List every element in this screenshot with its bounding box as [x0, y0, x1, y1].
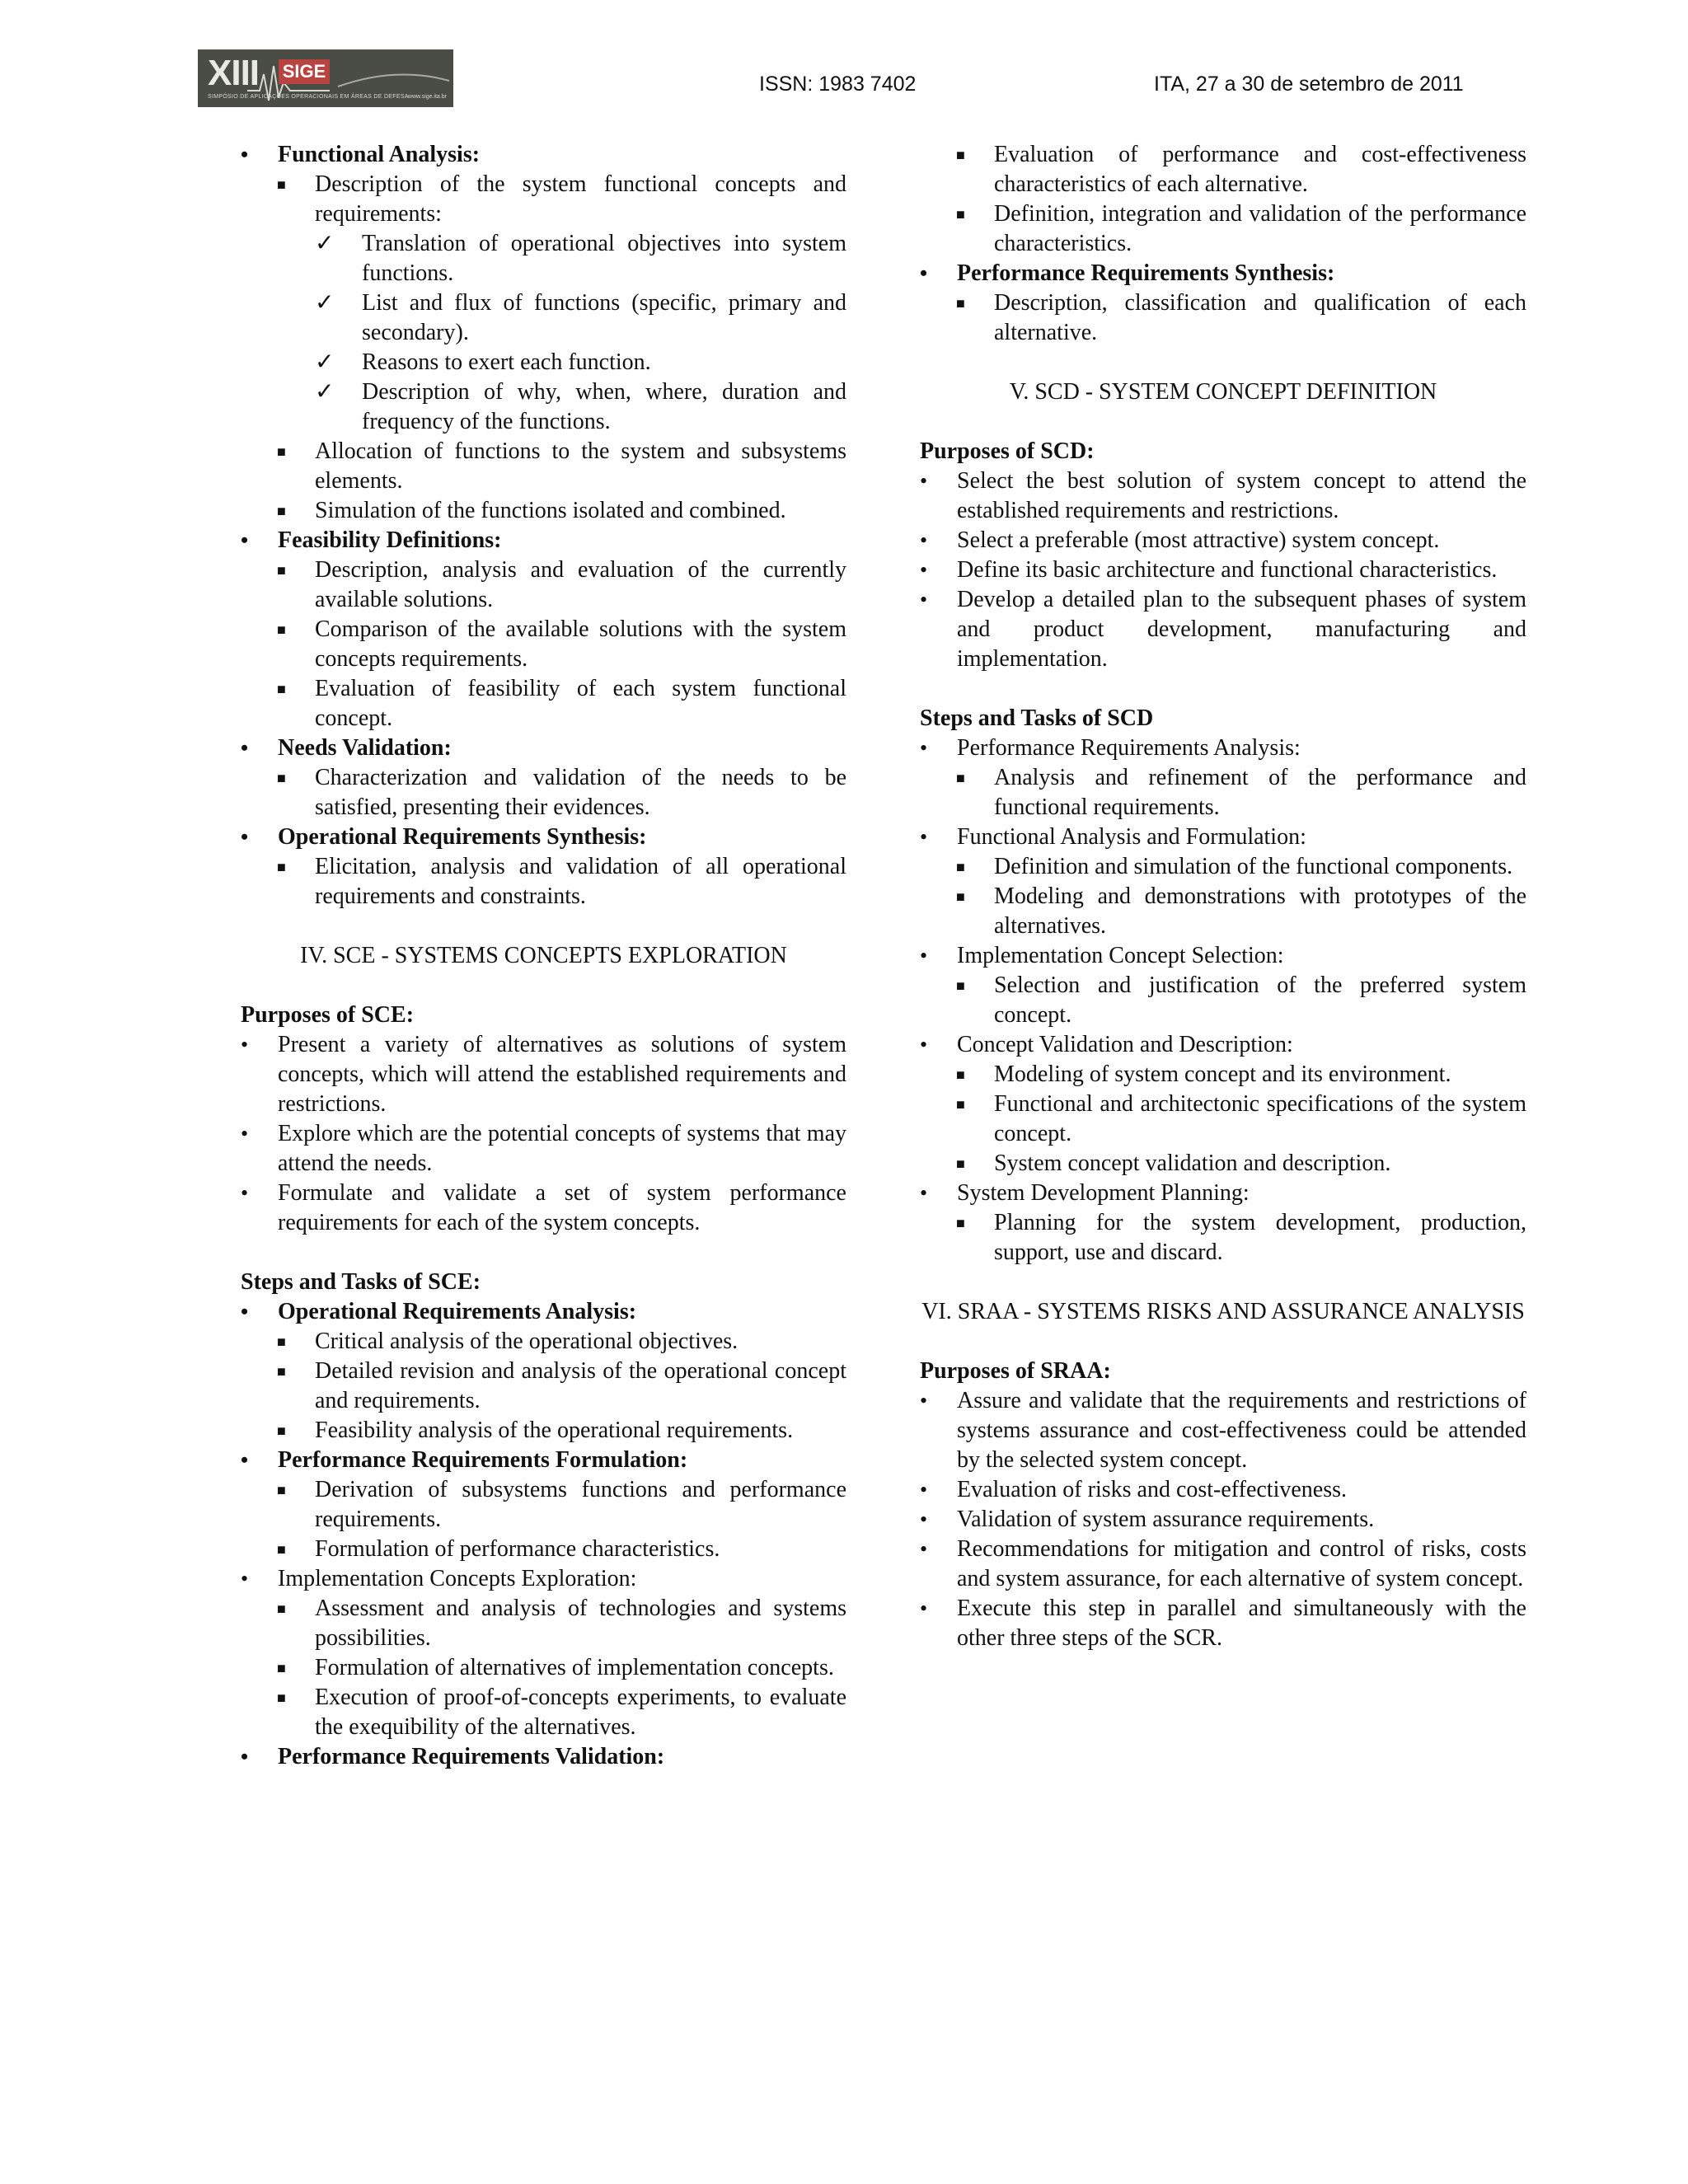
- bullet-item: [920, 1594, 1526, 1653]
- bullet-icon: •: [241, 736, 249, 760]
- bullet-item: [920, 585, 1526, 674]
- sub-bullet-item: [241, 1357, 846, 1416]
- square-bullet-icon: ■: [956, 859, 965, 875]
- sub-bullet-item: [241, 852, 846, 912]
- item-text: Elicitation, analysis and validation of all operational requirements and constraints.: [315, 854, 846, 909]
- paragraph-spacer: [920, 348, 1526, 377]
- section-title: IV. SCE - SYSTEMS CONCEPTS EXPLORATION: [300, 943, 787, 968]
- item-text: Implementation Concept Selection:: [957, 943, 1284, 968]
- paragraph-spacer: [241, 971, 846, 1001]
- check-item: [241, 348, 846, 377]
- logo-url: www.sige.ita.br: [407, 94, 447, 100]
- item-text: Derivation of subsystems functions and performance requirements.: [315, 1477, 846, 1532]
- item-text: Develop a detailed plan to the subsequent phases of system and product development, manufacturing and implementation.: [957, 587, 1526, 672]
- square-bullet-icon: ■: [956, 1215, 965, 1231]
- sub-bullet-item: [241, 1683, 846, 1742]
- sub-bullet-item: [920, 1090, 1526, 1149]
- bullet-item: [241, 1030, 846, 1119]
- subsection-heading: Steps and Tasks of SCE:: [241, 1269, 481, 1295]
- check-item: [241, 288, 846, 348]
- bullet-item: [920, 733, 1526, 763]
- subsection-heading: Purposes of SRAA:: [920, 1358, 1111, 1384]
- sub-bullet-item: [241, 615, 846, 674]
- bullet-icon: •: [241, 1033, 249, 1057]
- bullet-icon: •: [920, 261, 928, 285]
- bullet-item: [920, 1505, 1526, 1535]
- square-bullet-icon: ■: [277, 621, 286, 638]
- item-text: Formulation of alternatives of implementation concepts.: [315, 1655, 834, 1680]
- sige-logo: [198, 49, 453, 107]
- item-text: Description of why, when, where, duration and frequency of the functions.: [362, 379, 846, 434]
- item-text: Description, classification and qualification of each alternative.: [994, 290, 1526, 345]
- sub-bullet-item: [241, 674, 846, 733]
- page-header: [0, 0, 1688, 124]
- square-bullet-icon: ■: [277, 859, 286, 875]
- item-text: Select a preferable (most attractive) system concept.: [957, 527, 1440, 553]
- sub-bullet-item: [241, 1327, 846, 1357]
- logo-numeral: XIII: [208, 53, 260, 93]
- bullet-icon: •: [241, 825, 249, 849]
- bullet-item: [920, 1535, 1526, 1594]
- sub-bullet-item: [241, 1475, 846, 1535]
- sub-bullet-item: [920, 882, 1526, 941]
- square-bullet-icon: ■: [277, 681, 286, 697]
- item-text: Analysis and refinement of the performance and functional requirements.: [994, 765, 1526, 820]
- sub-bullet-item: [920, 763, 1526, 823]
- bullet-item: [920, 555, 1526, 585]
- item-text: Performance Requirements Synthesis:: [957, 260, 1335, 286]
- item-text: Operational Requirements Synthesis:: [278, 824, 647, 850]
- bullet-icon: •: [920, 469, 928, 493]
- item-text: Performance Requirements Formulation:: [278, 1447, 688, 1473]
- item-text: System Development Planning:: [957, 1180, 1250, 1206]
- item-text: Select the best solution of system concept to attend the established requirements and restrictions.: [957, 468, 1526, 523]
- sub-bullet-item: [920, 971, 1526, 1030]
- item-text: Concept Validation and Description:: [957, 1032, 1293, 1057]
- square-bullet-icon: ■: [277, 503, 286, 519]
- item-text: Description, analysis and evaluation of the currently available solutions.: [315, 557, 846, 612]
- bullet-icon: •: [920, 588, 928, 612]
- bullet-item: [920, 259, 1526, 288]
- bullet-icon: •: [241, 1567, 249, 1591]
- bullet-item: [241, 1297, 846, 1327]
- item-text: Performance Requirements Analysis:: [957, 735, 1301, 761]
- paragraph-spacer: [920, 407, 1526, 437]
- item-text: Allocation of functions to the system and subsystems elements.: [315, 438, 846, 494]
- item-text: Evaluation of risks and cost-effectiveness.: [957, 1477, 1348, 1502]
- checkmark-icon: ✓: [315, 379, 335, 405]
- bullet-item: [920, 1475, 1526, 1505]
- square-bullet-icon: ■: [277, 1422, 286, 1439]
- checkmark-icon: ✓: [315, 231, 335, 256]
- bullet-item: [241, 1119, 846, 1179]
- square-bullet-icon: ■: [956, 206, 965, 223]
- bullet-icon: •: [241, 528, 249, 552]
- square-bullet-icon: ■: [956, 770, 965, 786]
- bullet-icon: •: [920, 1596, 928, 1620]
- item-text: Translation of operational objectives into system functions.: [362, 231, 846, 286]
- subsection-heading: Purposes of SCE:: [241, 1002, 415, 1028]
- sub-bullet-item: [920, 1060, 1526, 1090]
- bullet-icon: •: [920, 1507, 928, 1531]
- bullet-icon: •: [920, 825, 928, 849]
- paragraph-spacer: [241, 912, 846, 941]
- bullet-item: [920, 823, 1526, 852]
- square-bullet-icon: ■: [956, 1066, 965, 1083]
- bullet-icon: •: [920, 1033, 928, 1057]
- item-text: Needs Validation:: [278, 735, 452, 761]
- sub-bullet-item: [241, 1535, 846, 1564]
- square-bullet-icon: ■: [277, 1363, 286, 1380]
- bullet-item: [920, 526, 1526, 555]
- square-bullet-icon: ■: [277, 1601, 286, 1617]
- check-item: [241, 229, 846, 288]
- item-text: Implementation Concepts Exploration:: [278, 1566, 637, 1591]
- bullet-icon: •: [920, 736, 928, 760]
- item-text: Definition, integration and validation of the performance characteristics.: [994, 201, 1526, 256]
- sub-bullet-item: [241, 170, 846, 229]
- bullet-item: [241, 733, 846, 763]
- item-text: Detailed revision and analysis of the operational concept and requirements.: [315, 1358, 846, 1413]
- item-text: Feasibility Definitions:: [278, 527, 502, 553]
- subsection-heading: Steps and Tasks of SCD: [920, 705, 1154, 731]
- bullet-icon: •: [920, 528, 928, 552]
- item-text: Functional and architectonic specifications of the system concept.: [994, 1091, 1526, 1146]
- item-text: System concept validation and description.: [994, 1151, 1391, 1176]
- bullet-icon: •: [241, 143, 249, 166]
- issn-label: ISSN: 1983 7402: [759, 73, 917, 96]
- item-text: Explore which are the potential concepts of systems that may attend the needs.: [278, 1121, 846, 1176]
- bullet-item: [241, 1446, 846, 1475]
- bullet-icon: •: [920, 944, 928, 968]
- bullet-item: [241, 526, 846, 555]
- bullet-icon: •: [241, 1181, 249, 1205]
- bullet-item: [920, 1030, 1526, 1060]
- item-text: Planning for the system development, production, support, use and discard.: [994, 1210, 1526, 1265]
- item-text: Selection and justification of the preferred system concept.: [994, 972, 1526, 1028]
- item-text: Performance Requirements Validation:: [278, 1744, 665, 1769]
- item-text: Present a variety of alternatives as solutions of system concepts, which will attend the established requirements and restrictions.: [278, 1032, 846, 1117]
- item-text: Critical analysis of the operational objectives.: [315, 1329, 738, 1354]
- bullet-icon: •: [241, 1122, 249, 1146]
- square-bullet-icon: ■: [956, 977, 965, 994]
- bullet-icon: •: [241, 1745, 249, 1769]
- item-text: List and flux of functions (specific, primary and secondary).: [362, 290, 846, 345]
- sub-bullet-item: [241, 1653, 846, 1683]
- item-text: Define its basic architecture and functional characteristics.: [957, 557, 1498, 583]
- item-text: Simulation of the functions isolated and combined.: [315, 498, 786, 523]
- bullet-item: [241, 823, 846, 852]
- item-text: Modeling and demonstrations with prototypes of the alternatives.: [994, 883, 1526, 939]
- item-text: Validation of system assurance requirements.: [957, 1507, 1375, 1532]
- item-text: Characterization and validation of the needs to be satisfied, presenting their evidences.: [315, 765, 846, 820]
- item-text: Assure and validate that the requirements and restrictions of systems assurance and cost-effectiveness could be attended by the selected system concept.: [957, 1388, 1526, 1473]
- check-item: [241, 377, 846, 437]
- square-bullet-icon: ■: [956, 147, 965, 163]
- item-text: Assessment and analysis of technologies and systems possibilities.: [315, 1596, 846, 1651]
- sub-bullet-item: [920, 288, 1526, 348]
- logo-badge: SIGE: [279, 59, 330, 84]
- item-text: Functional Analysis:: [278, 142, 481, 167]
- bullet-item: [920, 466, 1526, 526]
- item-text: Comparison of the available solutions with the system concepts requirements.: [315, 616, 846, 672]
- sub-bullet-item: [920, 140, 1526, 199]
- sub-bullet-item: [241, 437, 846, 496]
- item-text: Evaluation of performance and cost-effectiveness characteristics of each alternative.: [994, 142, 1526, 197]
- sub-bullet-item: [241, 1416, 846, 1446]
- square-bullet-icon: ■: [956, 888, 965, 905]
- section-title: VI. SRAA - SYSTEMS RISKS AND ASSURANCE ANALYSIS: [921, 1299, 1525, 1324]
- square-bullet-icon: ■: [277, 770, 286, 786]
- section-title: V. SCD - SYSTEM CONCEPT DEFINITION: [1009, 379, 1437, 405]
- square-bullet-icon: ■: [277, 176, 286, 193]
- square-bullet-icon: ■: [277, 1541, 286, 1558]
- square-bullet-icon: ■: [277, 443, 286, 460]
- bullet-icon: •: [920, 558, 928, 582]
- bullet-icon: •: [241, 1448, 249, 1472]
- square-bullet-icon: ■: [277, 562, 286, 579]
- bullet-icon: •: [241, 1300, 249, 1324]
- square-bullet-icon: ■: [956, 295, 965, 312]
- item-text: Definition and simulation of the functional components.: [994, 854, 1513, 879]
- paragraph-spacer: [920, 1268, 1526, 1297]
- item-text: Evaluation of feasibility of each system functional concept.: [315, 676, 846, 731]
- sub-bullet-item: [920, 1149, 1526, 1179]
- paragraph-spacer: [920, 1327, 1526, 1357]
- bullet-icon: •: [920, 1389, 928, 1413]
- item-text: Execute this step in parallel and simultaneously with the other three steps of the SCR.: [957, 1596, 1526, 1651]
- square-bullet-icon: ■: [277, 1690, 286, 1706]
- event-label: ITA, 27 a 30 de setembro de 2011: [1154, 73, 1464, 96]
- bullet-icon: •: [920, 1478, 928, 1502]
- bullet-item: [241, 1179, 846, 1238]
- item-text: Functional Analysis and Formulation:: [957, 824, 1306, 850]
- paragraph-spacer: [920, 674, 1526, 704]
- bullet-icon: •: [920, 1181, 928, 1205]
- item-text: Operational Requirements Analysis:: [278, 1299, 637, 1324]
- sub-bullet-item: [241, 496, 846, 526]
- sub-bullet-item: [920, 199, 1526, 259]
- bullet-item: [920, 941, 1526, 971]
- checkmark-icon: ✓: [315, 290, 335, 316]
- square-bullet-icon: ■: [277, 1482, 286, 1498]
- left-column: [241, 140, 846, 1772]
- subsection-heading: Purposes of SCD:: [920, 438, 1095, 464]
- square-bullet-icon: ■: [956, 1155, 965, 1172]
- item-text: Formulation of performance characteristics.: [315, 1536, 720, 1562]
- item-text: Reasons to exert each function.: [362, 349, 651, 375]
- sub-bullet-item: [920, 1208, 1526, 1268]
- right-column: [920, 140, 1526, 1653]
- item-text: Recommendations for mitigation and control of risks, costs and system assurance, for each alternative of system concept.: [957, 1536, 1526, 1591]
- item-text: Formulate and validate a set of system performance requirements for each of the system concepts.: [278, 1180, 846, 1235]
- sub-bullet-item: [241, 763, 846, 823]
- bullet-item: [920, 1179, 1526, 1208]
- square-bullet-icon: ■: [277, 1660, 286, 1676]
- item-text: Feasibility analysis of the operational requirements.: [315, 1418, 794, 1443]
- item-text: Modeling of system concept and its environment.: [994, 1062, 1451, 1087]
- paragraph-spacer: [241, 1238, 846, 1268]
- bullet-item: [241, 1564, 846, 1594]
- bullet-item: [241, 1742, 846, 1772]
- item-text: Description of the system functional concepts and requirements:: [315, 171, 846, 227]
- sub-bullet-item: [920, 852, 1526, 882]
- bullet-item: [920, 1386, 1526, 1475]
- logo-tagline: SIMPÓSIO DE APLICAÇÕES OPERACIONAIS EM ÁREAS DE DEFESA: [208, 94, 409, 100]
- bullet-icon: •: [920, 1537, 928, 1561]
- item-text: Execution of proof-of-concepts experiments, to evaluate the exequibility of the alternatives.: [315, 1685, 846, 1740]
- checkmark-icon: ✓: [315, 349, 335, 375]
- square-bullet-icon: ■: [277, 1333, 286, 1350]
- sub-bullet-item: [241, 1594, 846, 1653]
- sub-bullet-item: [241, 555, 846, 615]
- square-bullet-icon: ■: [956, 1096, 965, 1113]
- bullet-item: [241, 140, 846, 170]
